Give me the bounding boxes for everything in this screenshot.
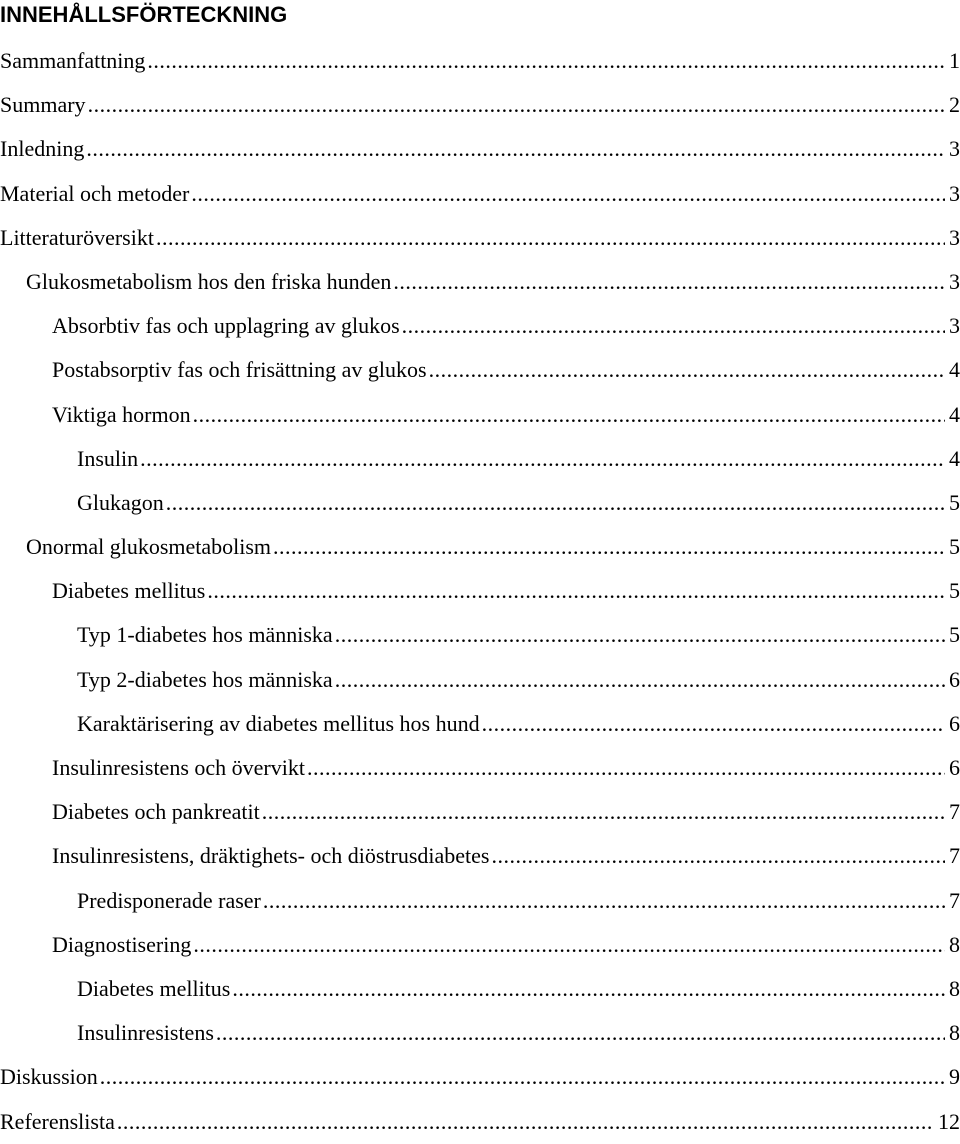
toc-entry-title: Diagnostisering [52, 931, 192, 957]
toc-entry-insulin[interactable] [0, 437, 960, 481]
toc-entry-title: Litteraturöversikt [0, 224, 154, 250]
dot-leader [166, 481, 945, 525]
toc-entry-diagnostik-insulinresistens[interactable] [0, 1011, 960, 1055]
toc-entry-viktiga-hormon[interactable] [0, 393, 960, 437]
dot-leader [273, 525, 945, 569]
toc-entry-glukagon[interactable] [0, 481, 960, 525]
toc-page-number: 6 [949, 755, 960, 780]
toc-entry-material-och-metoder[interactable] [0, 172, 960, 216]
toc-entry-onormal-glukosmetabolism[interactable] [0, 525, 960, 569]
toc-entry-diabetes-mellitus[interactable] [0, 569, 960, 613]
toc-entry-draktighets-diostrusdiabetes[interactable] [0, 834, 960, 878]
dot-leader [216, 1011, 945, 1055]
dot-leader [100, 1055, 945, 1099]
dot-leader [86, 127, 945, 171]
toc-entry-title: Material och metoder [0, 180, 190, 206]
dot-leader [335, 613, 945, 657]
table-of-contents [0, 39, 960, 1144]
toc-page-number: 6 [949, 666, 960, 692]
toc-entry-title: Insulin [77, 445, 139, 471]
toc-entry-title: Typ 2-diabetes hos människa [77, 666, 333, 692]
toc-entry-title: Diabetes och pankreatit [52, 799, 260, 825]
toc-page-number: 6 [949, 710, 960, 736]
toc-entry-title: Insulinresistens [77, 1020, 214, 1046]
dot-leader [482, 702, 945, 746]
toc-entry-referenslista[interactable] [0, 1100, 960, 1144]
toc-entry-title: Viktiga hormon [52, 401, 191, 427]
toc-entry-title: Sammanfattning [0, 48, 146, 73]
toc-entry-title: Referenslista [0, 1108, 115, 1134]
toc-entry-diabetes-pankreatit[interactable] [0, 790, 960, 834]
toc-page-number: 5 [949, 489, 960, 515]
dot-leader [393, 260, 945, 304]
toc-entry-litteraturoversikt[interactable] [0, 216, 960, 260]
toc-entry-absorbtiv-fas[interactable] [0, 304, 960, 348]
toc-entry-title: Insulinresistens, dräktighets- och diöstrusdiabetes [52, 843, 490, 869]
dot-leader [193, 393, 945, 437]
toc-page-number: 7 [949, 887, 960, 913]
toc-page-number: 7 [949, 799, 960, 825]
dot-leader [232, 967, 945, 1011]
dot-leader [156, 216, 945, 260]
toc-page-number: 5 [949, 622, 960, 648]
dot-leader [491, 834, 945, 878]
toc-page-number: 1 [949, 48, 960, 73]
toc-page-number: 5 [949, 578, 960, 604]
toc-page-number: 2 [949, 92, 960, 118]
dot-leader [402, 304, 945, 348]
dot-leader [307, 746, 945, 790]
dot-leader [191, 172, 945, 216]
dot-leader [207, 569, 945, 613]
toc-heading: INNEHÅLLSFÖRTECKNING [0, 2, 288, 27]
toc-entry-title: Onormal glukosmetabolism [26, 534, 272, 560]
toc-entry-title: Glukosmetabolism hos den friska hunden [26, 268, 392, 294]
dot-leader [335, 658, 945, 702]
toc-entry-title: Karaktärisering av diabetes mellitus hos hund [77, 710, 480, 736]
toc-page-number: 4 [949, 357, 960, 383]
toc-entry-title: Absorbtiv fas och upplagring av glukos [52, 313, 400, 339]
dot-leader [147, 39, 945, 83]
toc-entry-summary[interactable] [0, 83, 960, 127]
toc-page-number: 9 [949, 1064, 960, 1090]
toc-entry-title: Summary [0, 92, 86, 118]
toc-page-number: 4 [949, 401, 960, 427]
toc-page-number: 3 [949, 180, 960, 206]
toc-entry-diagnostisering[interactable] [0, 923, 960, 967]
dot-leader [117, 1100, 934, 1144]
toc-entry-title: Insulinresistens och övervikt [52, 755, 305, 780]
dot-leader [263, 879, 945, 923]
toc-entry-sammanfattning[interactable] [0, 39, 960, 83]
dot-leader [140, 437, 945, 481]
toc-entry-title: Diabetes mellitus [77, 975, 231, 1001]
dot-leader [429, 348, 945, 392]
toc-entry-title: Glukagon [77, 489, 164, 515]
dot-leader [193, 923, 945, 967]
toc-entry-inledning[interactable] [0, 127, 960, 171]
toc-entry-title: Postabsorptiv fas och frisättning av glukos [52, 357, 427, 383]
toc-page-number: 12 [938, 1108, 960, 1134]
toc-page-number: 3 [949, 136, 960, 162]
dot-leader [88, 83, 945, 127]
toc-page-number: 3 [949, 313, 960, 339]
dot-leader [262, 790, 945, 834]
toc-entry-typ1-diabetes[interactable] [0, 613, 960, 657]
toc-page-number: 8 [949, 1020, 960, 1046]
toc-entry-title: Predisponerade raser [77, 887, 261, 913]
toc-page-number: 3 [949, 224, 960, 250]
toc-entry-karakterisering-diabetes-hund[interactable] [0, 702, 960, 746]
toc-entry-title: Typ 1-diabetes hos människa [77, 622, 333, 648]
toc-entry-insulinresistens-overvikt[interactable] [0, 746, 960, 790]
toc-page-number: 4 [949, 445, 960, 471]
toc-entry-diskussion[interactable] [0, 1055, 960, 1099]
toc-entry-postabsorptiv-fas[interactable] [0, 348, 960, 392]
toc-page-number: 5 [949, 534, 960, 560]
toc-entry-title: Diskussion [0, 1064, 98, 1090]
toc-entry-predisponerade-raser[interactable] [0, 879, 960, 923]
toc-page-number: 7 [949, 843, 960, 869]
toc-page-number: 3 [949, 268, 960, 294]
toc-page-number: 8 [949, 975, 960, 1001]
toc-entry-title: Diabetes mellitus [52, 578, 206, 604]
toc-page-number: 8 [949, 931, 960, 957]
toc-entry-typ2-diabetes[interactable] [0, 658, 960, 702]
toc-entry-diagnostik-diabetes-mellitus[interactable] [0, 967, 960, 1011]
toc-entry-glukosmetabolism-frisk-hund[interactable] [0, 260, 960, 304]
toc-entry-title: Inledning [0, 136, 85, 162]
